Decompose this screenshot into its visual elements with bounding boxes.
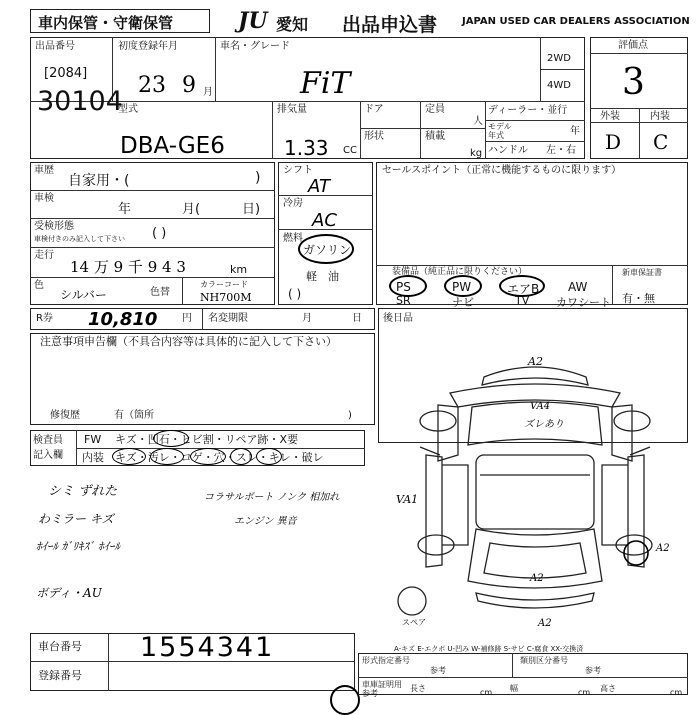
remark-1: シミ ずれた	[48, 484, 118, 499]
warranty-label: 新車保証書	[622, 268, 662, 277]
form-title: 出品申込書	[342, 14, 438, 36]
burn-circle	[190, 448, 226, 465]
option-pw: PW	[452, 280, 472, 294]
registration-year: 23	[138, 73, 166, 98]
registration-month-unit: 月	[203, 87, 213, 98]
color-label: 色	[34, 280, 44, 291]
wear-circle	[256, 448, 282, 465]
chassis-label: 車台番号	[38, 640, 82, 653]
name-change-day: 日	[352, 313, 362, 324]
drive-2wd: 2WD	[547, 53, 571, 64]
shape-label: 形状	[364, 131, 384, 142]
repair-history-value: 有（箇所	[114, 410, 154, 421]
association-name: JAPAN USED CAR DEALERS ASSOCIATION	[462, 16, 690, 27]
height-cm: cm	[670, 688, 683, 697]
acceptance-label: 受検形態	[34, 221, 74, 232]
registration-month: 9	[182, 73, 196, 98]
load-label: 積載	[425, 131, 445, 142]
recycle-value: 10,810	[88, 309, 158, 330]
option-sr: SR	[396, 294, 411, 307]
diagram-note-6: A2	[530, 573, 544, 584]
length-label: 長さ	[410, 684, 426, 693]
storage-title: 車内保管・守衛保管	[38, 14, 174, 32]
shaken-month: 月(	[182, 202, 201, 217]
options-label: 装備品（純正品に限りください）	[392, 267, 528, 277]
repair-history-label: 修復歴	[50, 410, 80, 421]
history-label: 車歴	[34, 165, 54, 176]
remark-right-2: エンジン 異音	[234, 516, 297, 527]
inspector-interior-head: 内装	[82, 451, 104, 464]
inspector-label: 検査員	[33, 435, 63, 446]
acceptance-note: 車検付きのみ記入して下さい	[34, 235, 125, 243]
dent-circle	[153, 430, 189, 447]
model-year-unit: 年	[570, 126, 580, 137]
shaken-year: 年	[118, 202, 132, 217]
mileage-label: 走行	[34, 250, 54, 261]
reg-cert-ref: 参考	[362, 689, 378, 698]
history-value: 自家用・(	[68, 173, 130, 189]
rating-label: 評価点	[618, 40, 648, 51]
vehicle-name-label: 車名・グレード	[220, 41, 290, 52]
shift-value: AT	[308, 176, 330, 197]
warranty-value: 有・無	[622, 292, 655, 305]
pw-circle	[444, 275, 482, 297]
width-label: 幅	[510, 684, 518, 693]
diagram-note-4: VA1	[396, 493, 419, 506]
option-aw: AW	[568, 280, 588, 294]
load-unit: kg	[470, 148, 483, 159]
first-registration-label: 初度登録年月	[118, 41, 178, 52]
remark-4: ボディ・AU	[36, 586, 102, 600]
acceptance-paren: ( )	[152, 226, 167, 241]
history-close: )	[255, 170, 261, 186]
displacement-unit: CC	[343, 145, 357, 156]
registration-number-label: 登録番号	[38, 669, 82, 682]
recycle-label: R券	[36, 313, 53, 324]
model-label: モデル	[488, 122, 512, 131]
logo-region: 愛知	[276, 15, 309, 34]
airbag-circle	[499, 275, 545, 297]
stray-circle	[330, 685, 360, 715]
model-year-label: 年式	[488, 131, 504, 140]
fuel-diesel: 軽 油	[306, 270, 339, 283]
option-navi: ナビ	[452, 296, 474, 309]
category-label: 類別区分番号	[520, 656, 568, 665]
car-damage-diagram	[380, 345, 690, 630]
damage-legend: A-キズ E-エクボ U-凹み W-補修跡 S-サビ C-腐食 XX-交換済	[394, 645, 584, 653]
model-type: DBA-GE6	[120, 133, 225, 159]
color-code-label: カラーコード	[200, 280, 248, 289]
designation-label: 形式指定番号	[362, 656, 410, 665]
recycle-unit: 円	[182, 313, 192, 324]
option-power-seat: カワシート	[556, 296, 611, 309]
designation-ref: 参考	[430, 666, 446, 675]
stain-circle	[150, 448, 184, 465]
color-change-label: 色替	[150, 287, 170, 298]
interior-grade: C	[653, 130, 669, 154]
listing-sub-number: [2084]	[44, 66, 88, 81]
handle-label: ハンドル	[488, 145, 528, 156]
fuel-label: 燃料	[283, 233, 303, 244]
displacement-label: 排気量	[277, 104, 307, 115]
inspector-label-2: 記入欄	[33, 450, 63, 461]
repair-history-close: )	[348, 410, 352, 421]
hole-circle	[230, 448, 252, 465]
listing-number-label: 出品番号	[35, 41, 75, 52]
length-cm: cm	[480, 688, 493, 697]
option-tv: TV	[515, 294, 530, 307]
scratch-circle	[112, 448, 146, 465]
inspector-fw-items: キズ・凹石・ヒビ割・リペア跡・X要	[115, 433, 299, 446]
name-change-label: 名変期限	[208, 313, 248, 324]
interior-label: 内装	[650, 111, 670, 122]
cooling-value: AC	[312, 210, 337, 231]
drive-4wd: 4WD	[547, 80, 571, 91]
handle-options: 左・右	[546, 145, 576, 156]
color-code-value: NH700M	[200, 291, 252, 304]
fuel-paren: ( )	[288, 287, 302, 301]
notes-label: 注意事項申告欄（不具合内容等は具体的に記入して下さい）	[40, 335, 337, 348]
capacity-unit: 人	[473, 116, 483, 127]
exterior-label: 外装	[600, 111, 620, 122]
shaken-day: 日)	[242, 202, 261, 217]
rating-score: 3	[622, 62, 645, 103]
after-items-label: 後日品	[383, 313, 413, 324]
listing-number: 30104	[37, 86, 123, 117]
diagram-note-3: ズレあり	[524, 419, 564, 430]
shift-label: シフト	[283, 165, 313, 176]
spare-label: スペア	[402, 618, 426, 627]
sales-point-label: セールスポイント（正常に機能するものに限ります）	[382, 165, 622, 176]
model-type-label: 型式	[118, 104, 138, 115]
mileage-value: 14 万 9 千 9 4 3	[70, 258, 186, 276]
cooling-label: 冷房	[283, 198, 303, 209]
category-ref: 参考	[585, 666, 601, 675]
inspector-fw-head: FW	[84, 433, 102, 446]
ju-logo: JU	[238, 8, 268, 34]
diagram-note-2: VA4	[530, 401, 551, 412]
name-change-month: 月	[302, 313, 312, 324]
width-cm: cm	[578, 688, 591, 697]
option-ps: PS	[396, 280, 411, 294]
remark-right-1: コラサルボート ノンク 相加れ	[204, 492, 340, 503]
diagram-note-5: A2	[656, 543, 670, 554]
chassis-number: 1554341	[140, 632, 275, 663]
inspector-interior-items: キズ・汚レ・コゲ・穴・スレ・キレ・破レ	[115, 451, 324, 464]
height-label: 高さ	[600, 684, 616, 693]
diagram-note-1: A2	[528, 355, 543, 368]
ps-circle	[389, 275, 427, 297]
dealer-label: ディーラー・並行	[488, 105, 568, 116]
reg-cert-label: 車庫証明用	[362, 680, 402, 689]
displacement-value: 1.33	[284, 136, 329, 160]
mileage-unit: km	[230, 263, 248, 276]
door-label: ドア	[364, 104, 384, 115]
fuel-gasoline: ガソリン	[303, 243, 352, 257]
shaken-label: 車検	[34, 193, 54, 204]
vehicle-name: FiT	[300, 66, 351, 101]
remark-2: わミラー キズ	[38, 512, 114, 526]
capacity-label: 定員	[425, 104, 445, 115]
exterior-grade: D	[605, 130, 622, 154]
option-airbag: エアB	[507, 282, 540, 296]
remark-3: ﾎｲｰﾙ ｶﾞﾘｷｽﾞ ﾎｲｰﾙ	[36, 540, 120, 553]
diagram-note-7: A2	[538, 618, 552, 629]
color-value: シルバー	[60, 288, 107, 302]
